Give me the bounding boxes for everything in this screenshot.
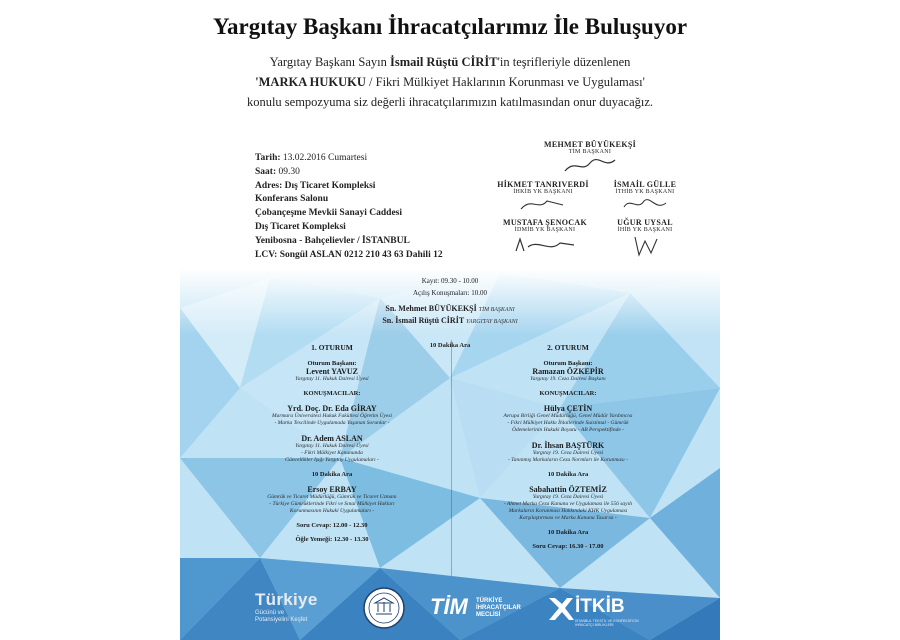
info-time-label: Saat:	[255, 166, 277, 177]
turkiye-logo	[255, 590, 345, 624]
signature-name-3: İSMAİL GÜLLE	[613, 180, 677, 189]
turkiye-logo-text: Türkiye	[255, 590, 318, 609]
signature-role-4: İDMİB YK BAŞKANI	[514, 227, 576, 233]
session-1-speaker-2-name: Dr. Adem ASLAN	[301, 434, 363, 443]
signature-name-4: MUSTAFA ŞENOCAK	[503, 218, 587, 227]
tim-logo-subtitle	[476, 598, 521, 619]
break-after-opening: 10 Dakika Ara	[429, 342, 471, 349]
session-2	[478, 343, 658, 550]
signature-3-icon	[620, 195, 670, 213]
tim-logo	[430, 594, 520, 624]
signature-role-2: İHKİB YK BAŞKANI	[513, 189, 573, 195]
session-2-speaker-3-desc-1: Yargıtay 19. Ceza Dairesi Üyesi	[532, 494, 604, 500]
signature-1-icon	[560, 155, 620, 177]
info-lcv-value: Songül ASLAN 0212 210 43 63 Dahili 12	[277, 249, 443, 260]
opening-speaker-2-role: YARGITAY BAŞKANI	[466, 319, 518, 325]
session-2-break-2: 10 Dakika Ara	[547, 529, 589, 536]
info-address-value: Dış Ticaret Kompleksi	[282, 180, 376, 191]
session-2-speaker-3-desc-3: Markaların Korunması Hakkındaki KHK Uygulaması	[508, 508, 628, 514]
session-2-qa: Soru Cevap: 16.30 - 17.00	[532, 543, 604, 550]
session-2-speaker-1-desc-3: Ödemelerinin Hukuki Boyutu - AB Perspektifinde -	[511, 427, 624, 433]
session-2-chair-role: Yargıtay 19. Ceza Dairesi Başkanı	[530, 376, 606, 382]
page-title: Yargıtay Başkanı İhracatçılarımız İle Buluşuyor	[212, 14, 688, 39]
info-line-6: Dış Ticaret Kompleksi	[255, 221, 346, 232]
itkib-logo	[545, 588, 655, 628]
intro-topic-bold: 'MARKA HUKUKU	[255, 75, 366, 89]
session-2-speaker-2-desc-2: - Tanınmış Markaların Ceza Normları ile Korunması -	[507, 457, 629, 463]
session-2-header: 2. OTURUM	[547, 343, 589, 352]
info-lcv-label: LCV:	[255, 249, 278, 260]
tim-logo-sub-3: MECLİSİ	[476, 612, 501, 618]
intro-line-1	[0, 52, 900, 72]
signature-2-icon	[513, 195, 573, 213]
info-time-value: 09.30	[276, 166, 300, 177]
signature-name-5: UĞUR UYSAL	[617, 218, 673, 227]
session-2-speaker-3-desc-2: - Ahmet Marka Ceza Kanunu ve Uygulaması ile 556 sayılı	[503, 501, 633, 507]
opening-speaker-2	[0, 316, 900, 325]
session-divider	[451, 340, 452, 576]
session-1-chair-name: Levent YAVUZ	[306, 367, 358, 376]
turkiye-logo-slogan-1: Gücünü ve	[255, 610, 285, 616]
signature-role-3: İTHİB YK BAŞKANI	[615, 189, 675, 195]
yargitay-seal-icon	[362, 586, 406, 630]
session-1-speakers-label: KONUŞMACILAR:	[303, 390, 361, 397]
session-2-speaker-2-desc-1: Yargıtay 19. Ceza Dairesi Üyesi	[532, 450, 604, 456]
registration-time: Kayıt: 09.30 - 10.00	[421, 277, 479, 285]
signature-role-5: İHİB YK BAŞKANI	[617, 227, 673, 233]
session-1-lunch: Öğle Yemeği: 12.30 - 13.30	[295, 536, 369, 543]
opening-program	[0, 277, 900, 325]
session-2-chair-name: Ramazan ÖZKEPİR	[532, 367, 604, 376]
itkib-logo-subtitle: İSTANBUL TEKSTİL VE KONFEKSİYON İHRACATÇI BİRLİKLERİ	[575, 619, 639, 627]
opening-speaker-1-name: Sn. Mehmet BÜYÜKEKŞİ	[385, 304, 477, 313]
signature-4-icon	[510, 233, 580, 255]
session-1-chair-role: Yargıtay 11. Hukuk Dairesi Üyesi	[295, 376, 369, 382]
session-2-speaker-3-name: Sabahattin ÖZTEMİZ	[529, 485, 607, 494]
session-1-speaker-3-desc-3: Korunmasının Hukuki Uygulamaları -	[289, 508, 375, 514]
info-date-value: 13.02.2016 Cumartesi	[280, 153, 368, 163]
session-1-speaker-2-desc-1: Yargıtay 11. Hukuk Dairesi Üyesi	[295, 443, 369, 449]
info-date-label: Tarih:	[255, 153, 281, 163]
session-1-chair-label: Oturum Başkanı:	[307, 360, 357, 367]
session-1-speaker-2-desc-3: Güncellikler Işığı Yargıtay Uygulamaları -	[285, 457, 379, 463]
signature-block-5	[590, 218, 700, 259]
intro-line-1-post: 'in teşrifleriyle düzenlenen	[497, 55, 631, 69]
itkib-logo-mark: İTKİB	[575, 596, 625, 617]
session-2-speaker-1-desc-2: - Fikri Mülkiyet Hakkı İhlallerinde Suistimal - Gümrük	[507, 420, 629, 426]
session-1-speaker-1-desc-2: - Marka Tescilinde Uygulamada Yaşanan Sorunlar -	[274, 420, 390, 426]
intro-line-3: konulu sempozyuma siz değerli ihracatçılarımızın katılmasından onur duyacağız.	[246, 95, 654, 109]
event-info	[255, 152, 515, 262]
tim-logo-mark: TİM	[430, 594, 468, 619]
session-1-qa: Soru Cevap: 12.00 - 12.30	[296, 522, 368, 529]
signature-block-1	[520, 140, 660, 177]
session-2-speaker-3-desc-4: Karşılaştırması ve Marka Kanunu Tasarısı -	[519, 515, 617, 521]
info-address-label: Adres:	[255, 180, 283, 191]
session-1-speaker-3-desc-2: - Türkiye Gümrüklerinde Fikri ve Sınai Mülkiyet Hakları	[269, 501, 395, 507]
session-2-break: 10 Dakika Ara	[547, 471, 589, 478]
session-2-speaker-1-name: Hülya ÇETİN	[543, 404, 593, 413]
signature-name-1: MEHMET BÜYÜKEKŞİ	[544, 140, 636, 149]
signature-role-1: TİM BAŞKANI	[568, 149, 612, 155]
info-lcv	[255, 249, 515, 263]
session-1-speaker-1-desc-1: Marmara Üniversitesi Hukuk Fakültesi Öğretim Üyesi	[271, 413, 392, 419]
opening-speeches-time: Açılış Konuşmaları: 10.00	[412, 289, 488, 297]
turkiye-logo-slogan-2: Potansiyelini Keşfet	[255, 617, 308, 623]
session-1-header: 1. OTURUM	[311, 343, 353, 352]
opening-speaker-2-name: Sn. İsmail Rüştü CİRİT	[382, 316, 465, 325]
signature-block-2	[478, 180, 608, 213]
intro-host-name: İsmail Rüştü CİRİT	[389, 55, 498, 69]
intro-text	[0, 52, 900, 112]
session-1-speaker-3-desc-1: Gümrük ve Ticaret Müdürlüğü, Gümrük ve Ticaret Uzmanı	[267, 494, 397, 500]
session-2-speakers-label: KONUŞMACILAR:	[539, 390, 597, 397]
session-1-speaker-3-name: Ersoy ERBAY	[307, 485, 357, 494]
info-time	[255, 166, 515, 180]
signature-5-icon	[625, 233, 665, 259]
info-line-7: Yenibosna - Bahçelievler / İSTANBUL	[255, 235, 410, 246]
intro-line-2	[0, 72, 900, 92]
intro-topic-rest: / Fikri Mülkiyet Haklarının Korunması ve Uygulaması'	[365, 75, 645, 89]
signature-block-3	[590, 180, 700, 213]
itkib-emblem-icon	[545, 594, 575, 624]
intro-line-1-pre: Yargıtay Başkanı Sayın	[269, 55, 390, 69]
info-line-5: Çobançeşme Mevkii Sanayi Caddesi	[255, 208, 402, 219]
opening-speaker-1-role: TİM BAŞKANI	[478, 307, 515, 313]
session-2-speaker-1-desc-1: Avrupa Birliği Genel Müdürlüğü, Genel Müdür Yardımcısı	[503, 413, 633, 419]
session-2-chair-label: Oturum Başkanı:	[543, 360, 593, 367]
signature-name-2: HİKMET TANRIVERDİ	[497, 180, 589, 189]
opening-speaker-1	[0, 304, 900, 313]
info-date	[255, 152, 515, 166]
session-1	[242, 343, 422, 543]
sponsor-logos	[250, 586, 670, 634]
session-2-speaker-2-name: Dr. İhsan BAŞTÜRK	[531, 441, 605, 450]
info-address	[255, 180, 515, 194]
info-line-4: Konferans Salonu	[255, 194, 329, 205]
tim-logo-sub-1: TÜRKİYE	[476, 598, 503, 604]
tim-logo-sub-2: İHRACATÇILAR	[476, 605, 521, 611]
session-1-speaker-2-desc-2: - Fikri Mülkiyet Kanununda	[301, 450, 363, 456]
session-1-break: 10 Dakika Ara	[311, 471, 353, 478]
session-1-speaker-1-name: Yrd. Doç. Dr. Eda GİRAY	[287, 404, 377, 413]
